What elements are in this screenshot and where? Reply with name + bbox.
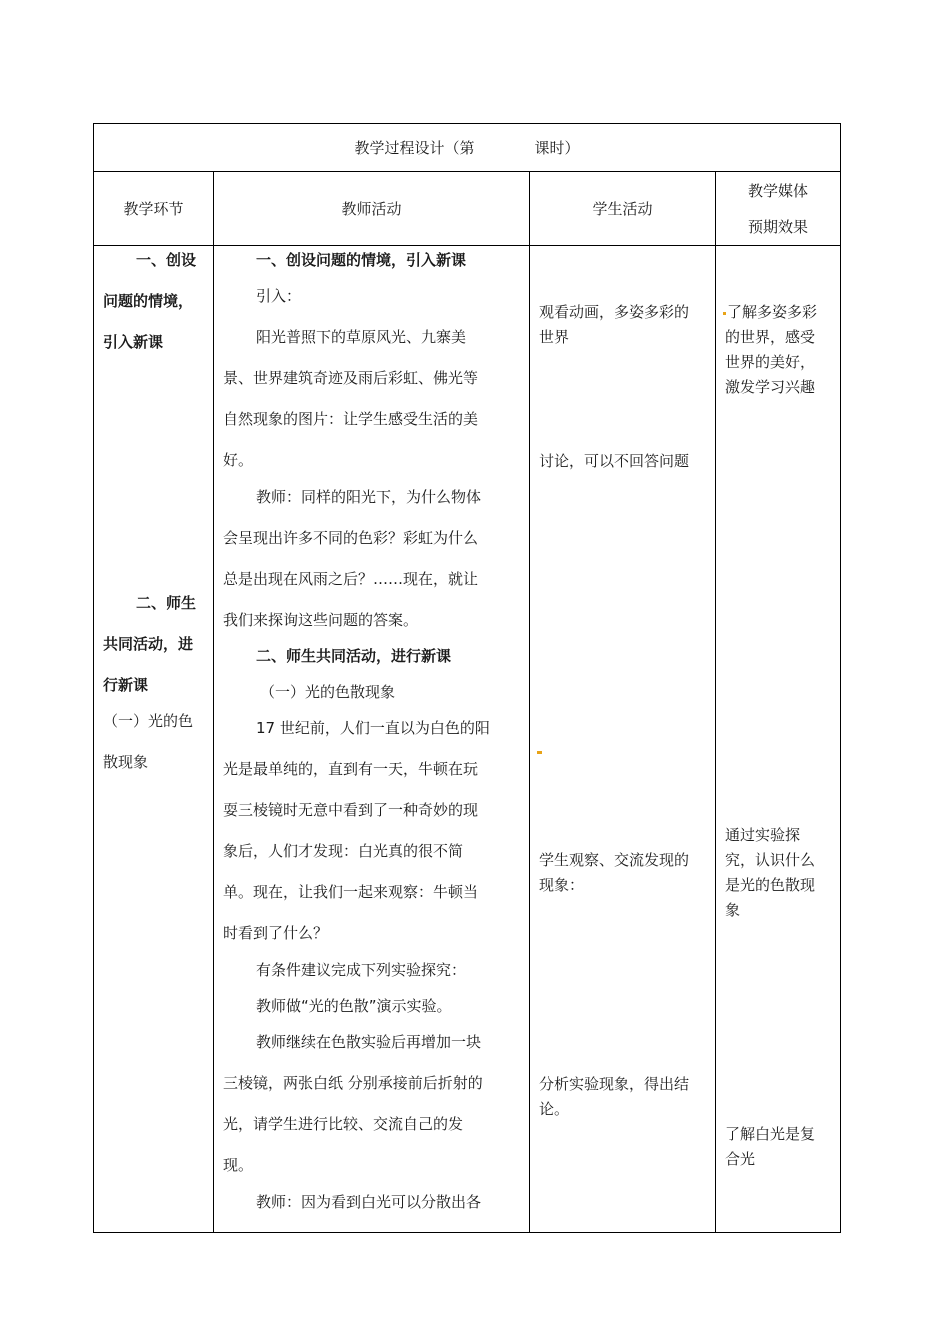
stage1-line2: 问题的情境， <box>103 292 194 310</box>
teacher-line: 有条件建议完成下列实验探究： <box>256 961 467 979</box>
media-m2-line2: 究，认识什么 <box>725 851 816 869</box>
teacher-line: 耍三棱镜时无意中看到了一种奇妙的现 <box>223 801 479 819</box>
title-right: 课时） <box>534 139 580 157</box>
lesson-plan-table <box>93 123 841 1233</box>
teacher-line: 光，请学生进行比较、交流自己的发 <box>223 1115 464 1133</box>
table-title <box>94 124 841 172</box>
student-a4-line2: 论。 <box>539 1100 570 1118</box>
teacher-line: 会呈现出许多不同的色彩？彩虹为什么 <box>223 529 479 547</box>
marker-dot <box>723 312 726 315</box>
teacher-line: 教师做“光的色散”演示实验。 <box>256 997 452 1015</box>
teacher-line: 时看到了什么？ <box>223 924 329 942</box>
stage1-line1: 一、创设 <box>136 251 197 269</box>
stage2-line5: 散现象 <box>103 753 149 771</box>
media-m2-line3: 是光的色散现 <box>725 876 816 894</box>
teacher-line: 光是最单纯的，直到有一天，牛顿在玩 <box>223 760 479 778</box>
teacher-line: 好。 <box>223 451 254 469</box>
teacher-line: 引入： <box>256 287 302 305</box>
media-m2-line1: 通过实验探 <box>725 826 801 844</box>
teacher-cell <box>214 246 530 1233</box>
teacher-line: 单。现在，让我们一起来观察：牛顿当 <box>223 883 479 901</box>
student-a4-line1: 分析实验现象，得出结 <box>539 1075 690 1093</box>
teacher-line: 阳光普照下的草原风光、九寨美 <box>256 328 467 346</box>
teacher-line: 自然现象的图片：让学生感受生活的美 <box>223 410 479 428</box>
stage2-line2: 共同活动，进 <box>103 635 194 653</box>
header-student: 学生活动 <box>530 172 716 246</box>
marker-dot <box>537 751 542 754</box>
header-teacher: 教师活动 <box>214 172 530 246</box>
teacher-line: 三棱镜，两张白纸 分别承接前后折射的 <box>223 1074 483 1092</box>
student-a2: 讨论，可以不回答问题 <box>539 452 690 470</box>
stage-cell <box>94 246 214 1233</box>
teacher-line: 象后，人们才发现：白光真的很不简 <box>223 842 464 860</box>
student-a1-line2: 世界 <box>539 328 570 346</box>
student-a3-line2: 现象： <box>539 876 585 894</box>
media-m1-line3: 世界的美好， <box>725 353 816 371</box>
header-media <box>716 172 841 246</box>
media-m1-line1: 了解多姿多彩 <box>727 303 818 321</box>
student-a1-line1: 观看动画，多姿多彩的 <box>539 303 690 321</box>
media-m1-line2: 的世界，感受 <box>725 328 816 346</box>
teacher-line: 17 世纪前，人们一直以为白色的阳 <box>256 719 490 737</box>
teacher-line: 现。 <box>223 1156 254 1174</box>
title-left: 教学过程设计（第 <box>354 139 475 157</box>
teacher-line: （一）光的色散现象 <box>260 683 396 701</box>
teacher-line: 教师继续在色散实验后再增加一块 <box>256 1033 482 1051</box>
stage1-line3: 引入新课 <box>103 333 164 351</box>
teacher-line: 一、创设问题的情境，引入新课 <box>256 251 467 269</box>
student-cell <box>530 246 716 1233</box>
header-media-line1: 教学媒体 <box>748 181 809 200</box>
stage2-line4: （一）光的色 <box>103 712 194 730</box>
student-a3-line1: 学生观察、交流发现的 <box>539 851 690 869</box>
header-media-line2: 预期效果 <box>748 217 809 236</box>
teacher-line: 总是出现在风雨之后？……现在，就让 <box>223 570 479 588</box>
media-m2-line4: 象 <box>725 901 741 919</box>
stage2-line1: 二、师生 <box>136 594 197 612</box>
media-m1-line4: 激发学习兴趣 <box>725 378 816 396</box>
teacher-line: 我们来探询这些问题的答案。 <box>223 611 419 629</box>
stage2-line3: 行新课 <box>103 676 149 694</box>
teacher-line: 二、师生共同活动，进行新课 <box>256 647 452 665</box>
media-m3-line1: 了解白光是复 <box>725 1125 816 1143</box>
teacher-line: 教师：同样的阳光下，为什么物体 <box>256 488 482 506</box>
header-stage: 教学环节 <box>94 172 214 246</box>
media-cell <box>716 246 841 1233</box>
teacher-line: 教师：因为看到白光可以分散出各 <box>256 1193 482 1211</box>
teacher-line: 景、世界建筑奇迹及雨后彩虹、佛光等 <box>223 369 479 387</box>
media-m3-line2: 合光 <box>725 1150 756 1168</box>
